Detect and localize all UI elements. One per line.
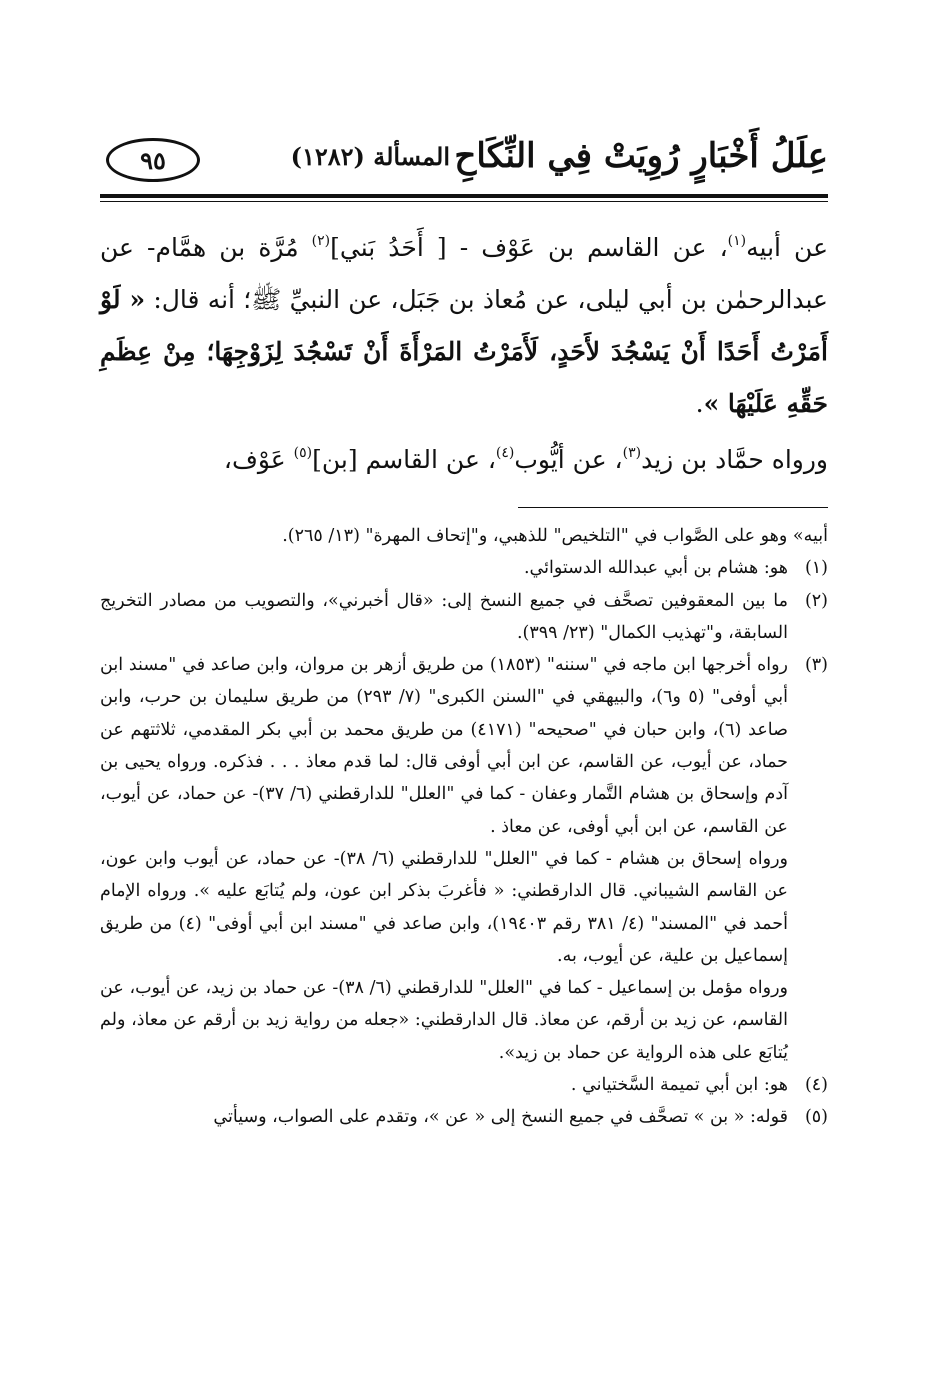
text-run: ورواه حمَّاد بن زيد bbox=[641, 445, 828, 474]
footnote-3 bbox=[100, 649, 828, 843]
footnote-text: قوله: « بن » تصحَّف في جميع النسخ إلى « عن »، وتقدم على الصواب، وسيأتي bbox=[213, 1107, 788, 1128]
footnote-text: رواه أخرجها ابن ماجه في "سننه" (١٨٥٣) من طريق أزهر بن مروان، وابن صاعد في "مسند ابن أبي أوفى" (٥ و٦)، والبيهقي في "السنن الكبرى" (٧/ ٢٩٣) من طريق سليمان بن حرب، وابن صاعد (٦)، وابن حبان في "صحيحه" (٤١٧١) من طريق محمد بن أبي بكر المقدمي، ثلاثتهم عن حماد، عن أيوب، عن القاسم، عن ابن أبي أوفى قال: لما قدم معاذ . . . فذكره. ورواه يحيى بن آدم وإسحاق بن هشام التَّمار وعفان - كما في "العلل" للدارقطني (٦/ ٣٧)- عن حماد، عن أيوب، عن القاسم، عن ابن أبي أوفى، عن معاذ . bbox=[100, 655, 789, 837]
footnote-ref-3: (٣) bbox=[622, 445, 642, 461]
footnote-number: (٣) bbox=[804, 655, 828, 676]
text-run: . bbox=[695, 389, 704, 418]
text-run: عَوْف، bbox=[223, 445, 294, 474]
text-run: ، عن القاسم [بن] bbox=[312, 445, 496, 474]
footnote-number: (٤) bbox=[804, 1075, 828, 1096]
footnotes bbox=[100, 520, 828, 1134]
footnote-5 bbox=[100, 1101, 828, 1133]
issue-label: المسألة (١٢٨٢) bbox=[290, 142, 450, 171]
footnote-carryover: أبيه» وهو على الصَّواب في "التلخيص" للذهبي، و"إتحاف المهرة" (١٣/ ٢٦٥). bbox=[282, 526, 828, 546]
footnote-ref-5: (٥) bbox=[293, 445, 313, 461]
running-header bbox=[100, 128, 828, 188]
footnote-ref-2: (٢) bbox=[311, 233, 331, 249]
page-number-badge bbox=[106, 138, 200, 182]
text-run: عن أبيه bbox=[746, 233, 829, 262]
footnote-4 bbox=[100, 1069, 828, 1101]
footnote-text: هو: ابن أبي تميمة السَّختياني . bbox=[570, 1075, 788, 1096]
footnote-3-continuation: ورواه مؤمل بن إسماعيل - كما في "العلل" للدارقطني (٦/ ٣٨)- عن حماد بن زيد، عن أيوب، عن القاسم، عن زيد بن أرقم، عن معاذ. قال الدارقطني: «جعله من رواية زيد بن أرقم عن معاذ، ولم يُتابَع على هذه الرواية عن حماد بن زيد». bbox=[100, 978, 788, 1063]
text-run: ، عن القاسم بن عَوْف - [ أَحَدُ بَني] bbox=[330, 233, 728, 262]
footnote-ref-4: (٤) bbox=[495, 445, 515, 461]
hadith-text: « لَوْ أَمَرْتُ أَحَدًا أَنْ يَسْجُدَ لأَحَدٍ، لَأَمَرْتُ المَرْأَةَ أَنْ تَسْجُدَ لِزَوْجِهَا؛ مِنْ عِظَمِ حَقِّهِ عَلَيْهَا » bbox=[100, 285, 828, 418]
footnote-separator bbox=[518, 507, 828, 508]
text-run: مُرَّة بن همَّام- عن عبدالرحمٰن بن أبي ليلى، عن مُعاذ بن جَبَل، عن النبيِّ ﷺ؛ أنه قال: bbox=[100, 233, 828, 314]
footnote-text: ما بين المعقوفين تصحَّف في جميع النسخ إلى: «قال أخبرني»، والتصويب من مصادر التخريج السابقة، و"تهذيب الكمال" (٢٣/ ٣٩٩). bbox=[100, 590, 788, 643]
footnote-text: هو: هشام بن أبي عبدالله الدستوائي. bbox=[523, 558, 788, 579]
header-rule-thin bbox=[100, 201, 828, 202]
footnote-number: (٢) bbox=[804, 590, 828, 611]
main-text bbox=[100, 222, 828, 486]
header-rule-thick bbox=[100, 194, 828, 198]
footnote-number: (٥) bbox=[804, 1107, 828, 1128]
footnote-number: (١) bbox=[804, 558, 828, 579]
footnote-ref-1: (١) bbox=[727, 233, 747, 249]
footnote-3-continuation: ورواه إسحاق بن هشام - كما في "العلل" للدارقطني (٦/ ٣٨)- عن حماد، عن أيوب وابن عون، عن القاسم الشيباني. قال الدارقطني: « فأغربَ بذكر ابن عون، ولم يُتابَع عليه ». ورواه الإمام أحمد في "المسند" (٤/ ٣٨١ رقم ١٩٤٠٣)، وابن صاعد في "مسند ابن أبي أوفى" (٤) من طريق إسماعيل بن علية، عن أيوب، به. bbox=[100, 848, 788, 966]
footnote-2 bbox=[100, 585, 828, 650]
page-number: ٩٥ bbox=[140, 145, 166, 175]
main-paragraph-1 bbox=[100, 222, 828, 430]
book-title: عِلَلُ أَخْبَارٍ رُوِيَتْ فِي النِّكَاحِ bbox=[454, 136, 828, 176]
footnote-1 bbox=[100, 552, 828, 584]
main-paragraph-2 bbox=[100, 434, 828, 486]
text-run: ، عن أيُّوب bbox=[514, 445, 623, 474]
